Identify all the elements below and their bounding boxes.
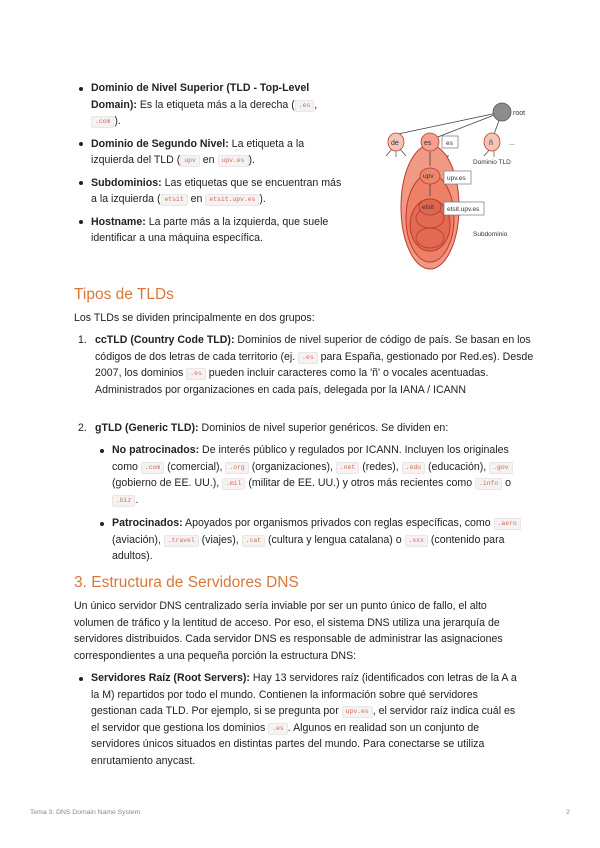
footer-title: Tema 3: DNS Domain Name System [30, 809, 141, 816]
ellipsis-label: ... [509, 140, 515, 147]
edge [398, 112, 502, 134]
text: (gobierno de EE. UU.), [112, 477, 223, 489]
text: (aviación), [112, 533, 164, 546]
inline-code: etsit.upv.es [205, 194, 259, 206]
text: ). [114, 115, 121, 127]
text: (comercial), [164, 460, 226, 473]
text: Apoyados por organismos privados con reglas específicas, como [182, 517, 494, 529]
text: De interés público y regulados por ICANN. Incluyen los originales como [112, 444, 509, 473]
term: ccTLD (Country Code TLD): [95, 334, 235, 346]
text: Es la etiqueta más a la derecha ( [136, 98, 295, 111]
tlds-intro: Los TLDs se dividen principalmente en dos grupos: [74, 312, 315, 324]
text: Dominios de nivel superior de código de país. Se basan en los códigos de dos letras de cada territorio (ej. [95, 334, 531, 363]
tag-es: es [446, 140, 453, 147]
inline-code: .travel [164, 535, 199, 547]
inline-code: .cat [242, 535, 265, 547]
node-de-label: de [391, 140, 399, 147]
node-upv-label: upv [423, 173, 434, 180]
term: Dominio de Nivel Superior (TLD - Top-Level Domain): [91, 82, 310, 111]
list-item-patrocinados [95, 515, 525, 565]
list-item [74, 136, 346, 169]
gtld-sublist [95, 442, 525, 565]
inline-code: .es [298, 352, 318, 364]
inline-code: .aero [494, 518, 521, 530]
inline-code: upv [180, 155, 200, 167]
list-item-no-patrocinados [95, 442, 525, 508]
servers-list [74, 670, 526, 769]
inline-code: .com [141, 462, 164, 474]
inline-code: .es [186, 368, 206, 380]
text: (cultura y lengua catalana) o [265, 533, 405, 546]
term: Dominio de Segundo Nivel: [91, 137, 229, 150]
term: Patrocinados: [112, 517, 183, 529]
text: . Algunos en realidad son un conjunto de servidores únicos situados en distintas partes del mundo. Para conectarse se utiliza enrutamiento anycast. [91, 721, 485, 767]
tag-upves: upv.es [447, 175, 466, 182]
domain-parts-list [74, 80, 346, 247]
text: . [135, 493, 139, 506]
text: La parte más a la izquierda, que suele identificar a una máquina específica. [91, 215, 329, 244]
text: La etiqueta a la izquierda del TLD ( [91, 137, 305, 166]
inline-code: .net [336, 462, 359, 474]
inline-code: .mil [222, 478, 245, 490]
text: en [187, 193, 206, 205]
text: (organizaciones), [248, 460, 336, 473]
text: (redes), [359, 460, 402, 473]
text: Las etiquetas que se encuentran más a la izquierda ( [91, 176, 342, 205]
section-heading-servers: 3. Estructura de Servidores DNS [74, 574, 299, 591]
list-item-root-servers [74, 670, 526, 769]
dns-hierarchy-diagram [360, 96, 530, 271]
text: Hay 13 servidores raíz (identificados con letras de la A a la M) repartidos por todo el mundo. Contienen la información sobre qué servidores gestionan cada TLD. Por ejemplo, si se pregunta por [91, 672, 517, 717]
inline-code: .gov [489, 462, 512, 474]
list-number: 1. [78, 334, 87, 346]
term: Subdominios: [91, 176, 162, 189]
inline-code: .info [475, 478, 502, 490]
label-subdomain: Subdominio [473, 231, 508, 238]
list-number: 2. [78, 422, 87, 434]
root-node [493, 103, 511, 121]
inline-code: .edu [402, 462, 425, 474]
text: (contenido para adultos). [112, 533, 505, 562]
inline-code: .es [268, 723, 288, 735]
text: , [314, 98, 318, 111]
list-item-gtld [78, 420, 543, 437]
section-heading-tlds: Tipos de TLDs [74, 286, 174, 303]
text: (viajes), [198, 533, 242, 546]
term: No patrocinados: [112, 444, 200, 456]
list-item-cctld [78, 332, 543, 398]
edge [386, 149, 392, 156]
inline-code: .biz [112, 495, 135, 507]
text: pueden incluir caracteres como la 'ñ' o vocales acentuadas. Administrados por organizaciones en cada país, delegada por la IANA / ICANN [95, 367, 489, 396]
node-etsit-label: etsit [422, 204, 434, 211]
label-tld: Dominio TLD [473, 159, 511, 166]
inline-code: etsit [161, 194, 188, 206]
inline-code: .xxx [405, 535, 428, 547]
text: , el servidor raíz indica cuál es el servidor que gestiona los dominios [91, 705, 516, 734]
text: Dominios de nivel superior genéricos. Se dividen en: [198, 422, 449, 434]
text: o [502, 477, 512, 489]
text: para España, gestionado por Red.es). Desde 2007, los dominios [95, 350, 534, 379]
node-es-label: es [424, 140, 432, 147]
inline-code: .com [91, 116, 114, 128]
inline-code: upv.es [218, 155, 249, 167]
text: (militar de EE. UU.) y otros más recientes como [245, 477, 476, 489]
subdomain-inner-ellipse-2 [416, 228, 444, 248]
list-item [74, 80, 346, 130]
edge [400, 149, 406, 156]
servers-intro: Un único servidor DNS centralizado sería inviable por ser un punto único de fallo, el alto volumen de tráfico y la lentitud de acceso. Por eso, el sistema DNS utiliza una jerarquía de servidores distribuidos. Cada servidor DNS es responsable de administrar las asignaciones correspondientes a una pequeña porción la estructura DNS: [74, 600, 503, 662]
term: Hostname: [91, 215, 146, 228]
page-number: 2 [566, 809, 570, 816]
list-item [74, 214, 346, 247]
term: gTLD (Generic TLD): [95, 422, 199, 434]
text: (educación), [425, 460, 490, 473]
list-item [74, 175, 346, 208]
text: en [199, 154, 218, 166]
term: Servidores Raíz (Root Servers): [91, 672, 250, 684]
text: ). [259, 193, 266, 205]
inline-code: .org [225, 462, 248, 474]
inline-code: upv.es [342, 706, 373, 718]
inline-code: .es [295, 100, 315, 112]
node-n-label: ñ [489, 140, 493, 147]
text: ). [248, 154, 255, 166]
root-label: root [513, 110, 526, 117]
tag-etsit: etsit.upv.es [447, 206, 480, 213]
